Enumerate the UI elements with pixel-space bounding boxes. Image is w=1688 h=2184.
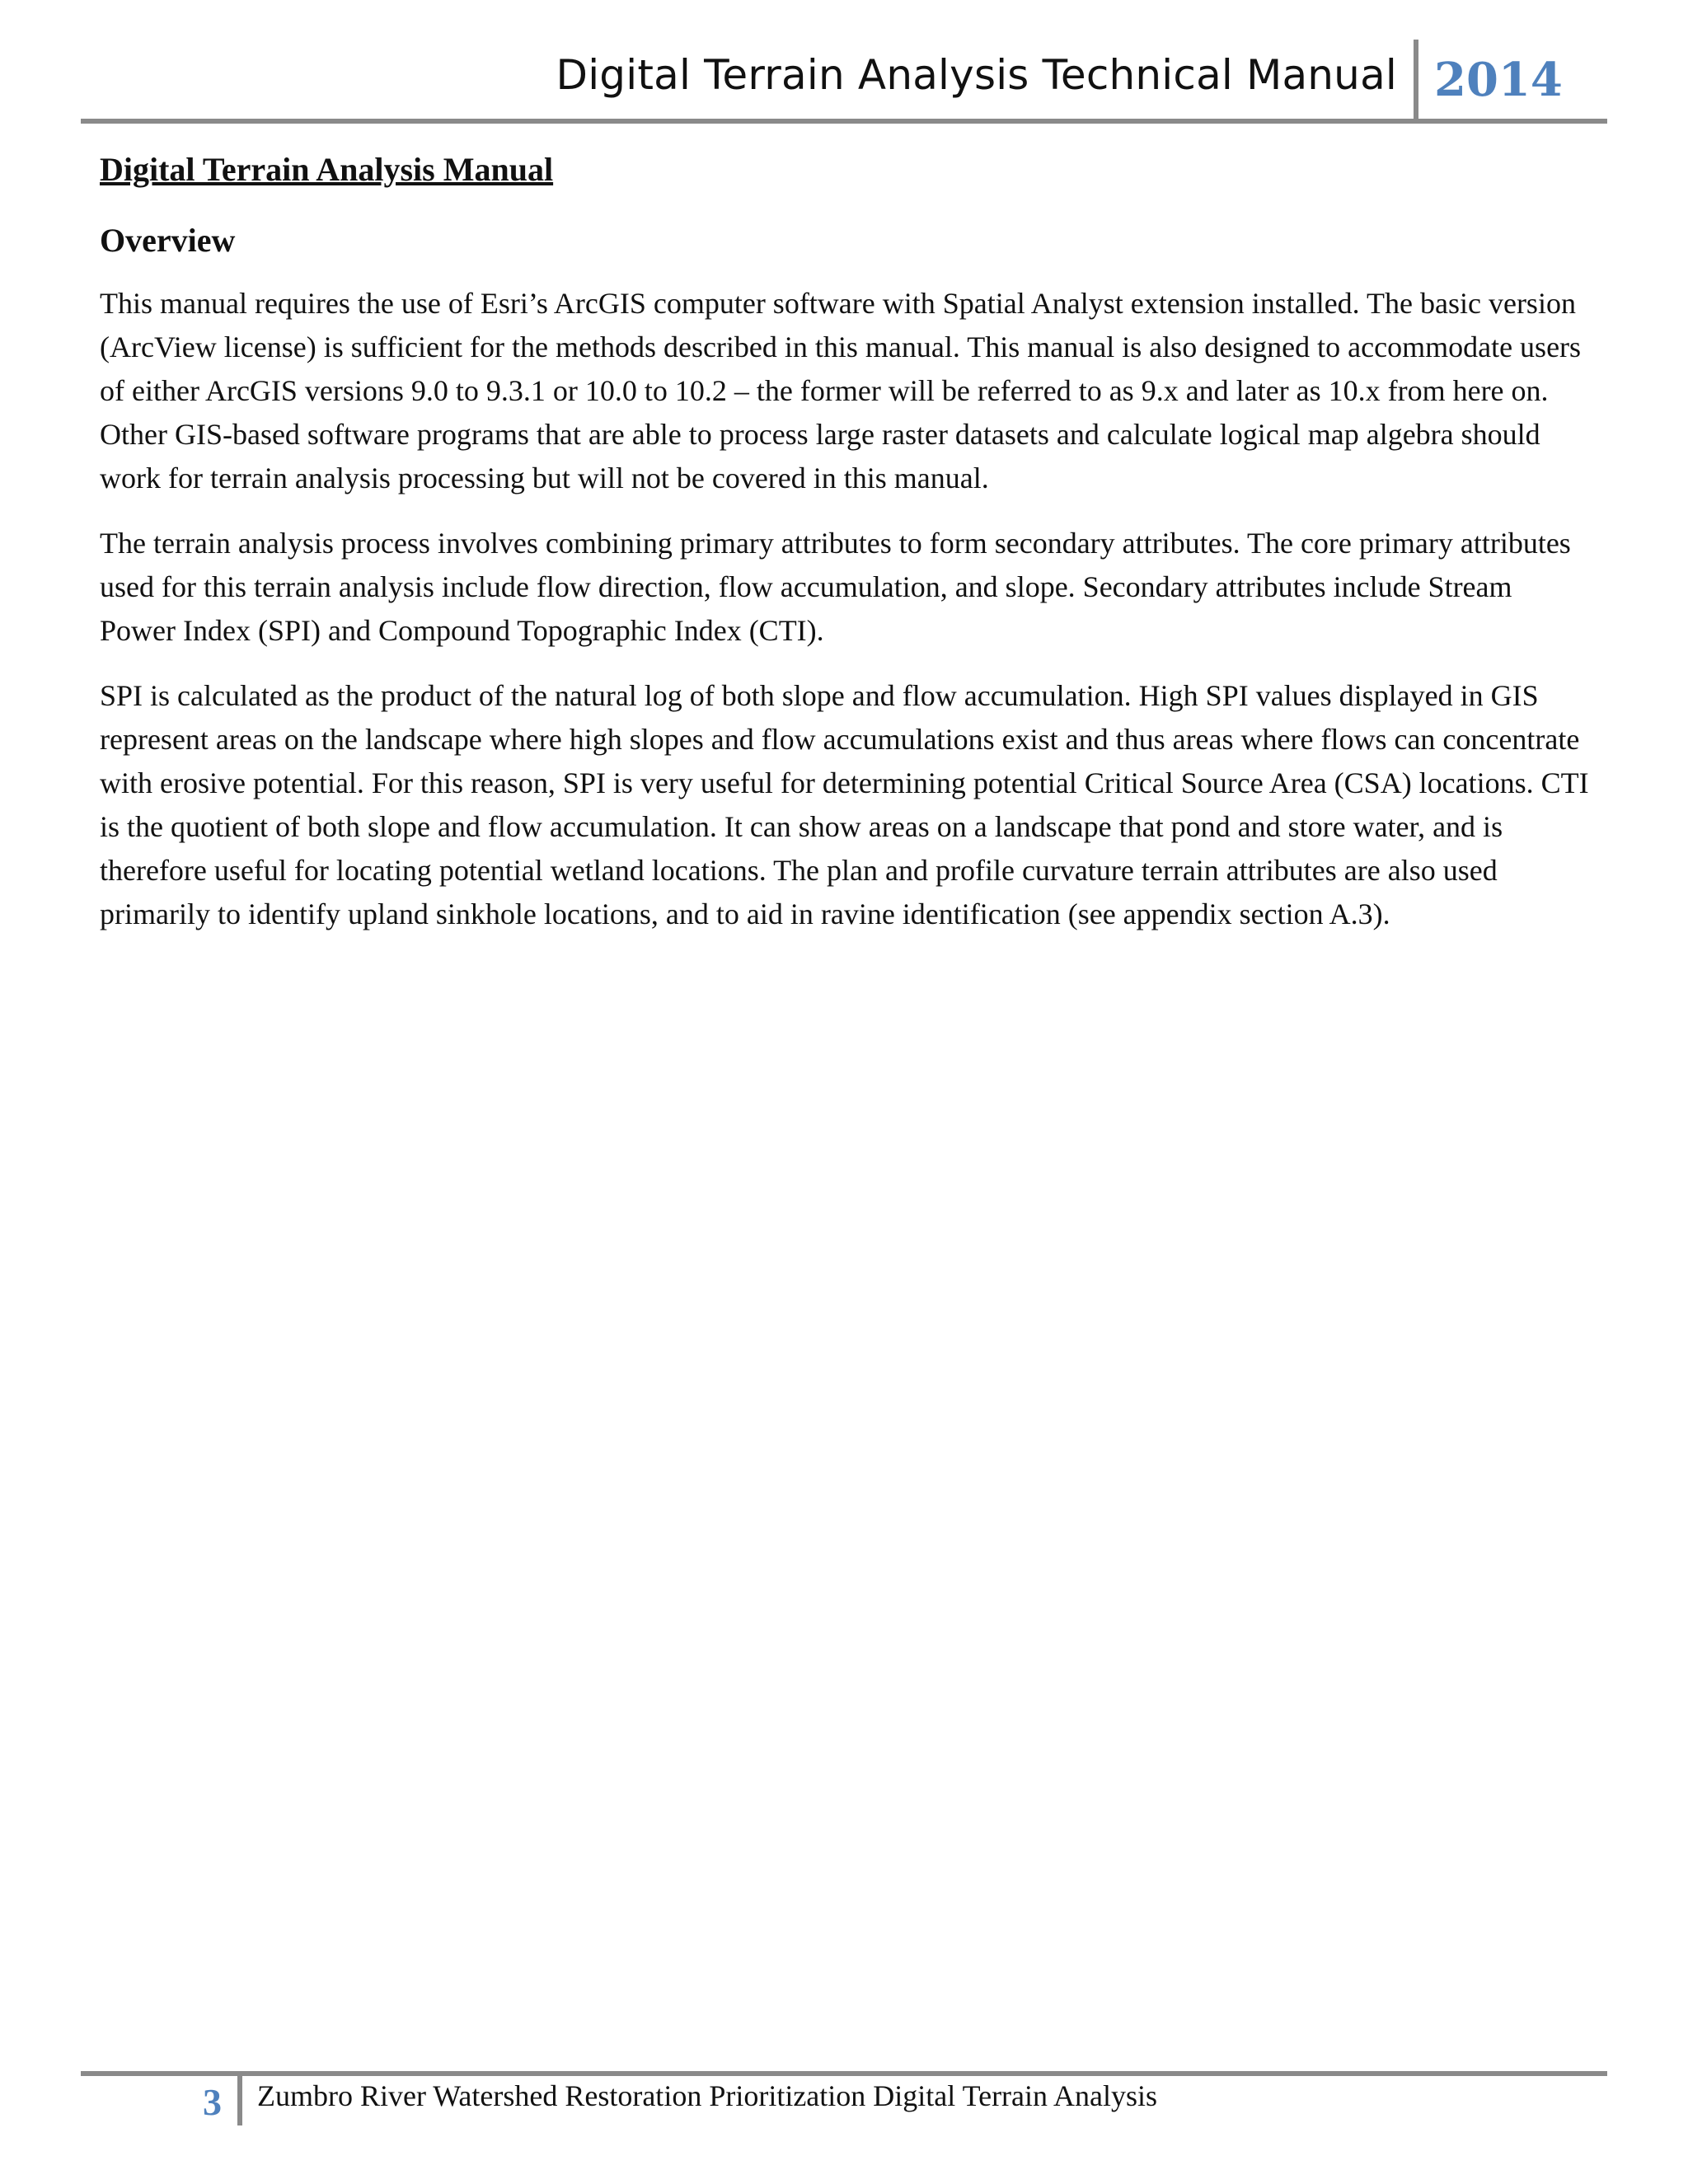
paragraph-3: SPI is calculated as the product of the natural log of both slope and flow accumulation. High SPI values displayed in GIS represent areas on the landscape where high slopes and flow accumulations exist and thus areas where flows can concentrate with erosive potential. For this reason, SPI is very useful for determining potential Critical Source Area (CSA) locations. CTI is the quotient of both slope and flow accumulation. It can show areas on a landscape that pond and store water, and is therefore useful for locating potential wetland locations. The plan and profile curvature terrain attributes are also used primarily to identify upland sinkhole locations, and to aid in ravine identification (see appendix section A.3). — [100, 679, 1589, 930]
section-title-overview: Overview — [100, 222, 236, 259]
page-header — [81, 40, 1607, 122]
header-title: Digital Terrain Analysis Technical Manual — [556, 51, 1397, 99]
paragraph-1: This manual requires the use of Esri’s ArcGIS computer software with Spatial Analyst extension installed. The basic version (ArcView license) is sufficient for the methods described in this manual. This manual is also designed to accommodate users of either ArcGIS versions 9.0 to 9.3.1 or 10.0 to 10.2 – the former will be referred to as 9.x and later as 10.x from here on. Other GIS-based software programs that are able to process large raster datasets and calculate logical map algebra should work for terrain analysis processing but will not be covered in this manual. — [100, 287, 1582, 494]
footer-rule — [81, 2071, 1607, 2076]
document-title: Digital Terrain Analysis Manual — [100, 151, 554, 188]
footer-text: Zumbro River Watershed Restoration Prioritization Digital Terrain Analysis — [257, 2079, 1158, 2112]
footer-divider — [237, 2071, 242, 2125]
page-content — [100, 148, 1592, 958]
header-rule — [81, 119, 1607, 124]
paragraph-2: The terrain analysis process involves combining primary attributes to form secondary attributes. The core primary attributes used for this terrain analysis include flow direction, flow accumulation, and slope. Secondary attributes include Stream Power Index (SPI) and Compound Topographic Index (CTI). — [100, 527, 1571, 647]
header-year: 2014 — [1434, 53, 1563, 107]
header-divider — [1414, 40, 1418, 119]
page-number: 3 — [203, 2081, 222, 2123]
